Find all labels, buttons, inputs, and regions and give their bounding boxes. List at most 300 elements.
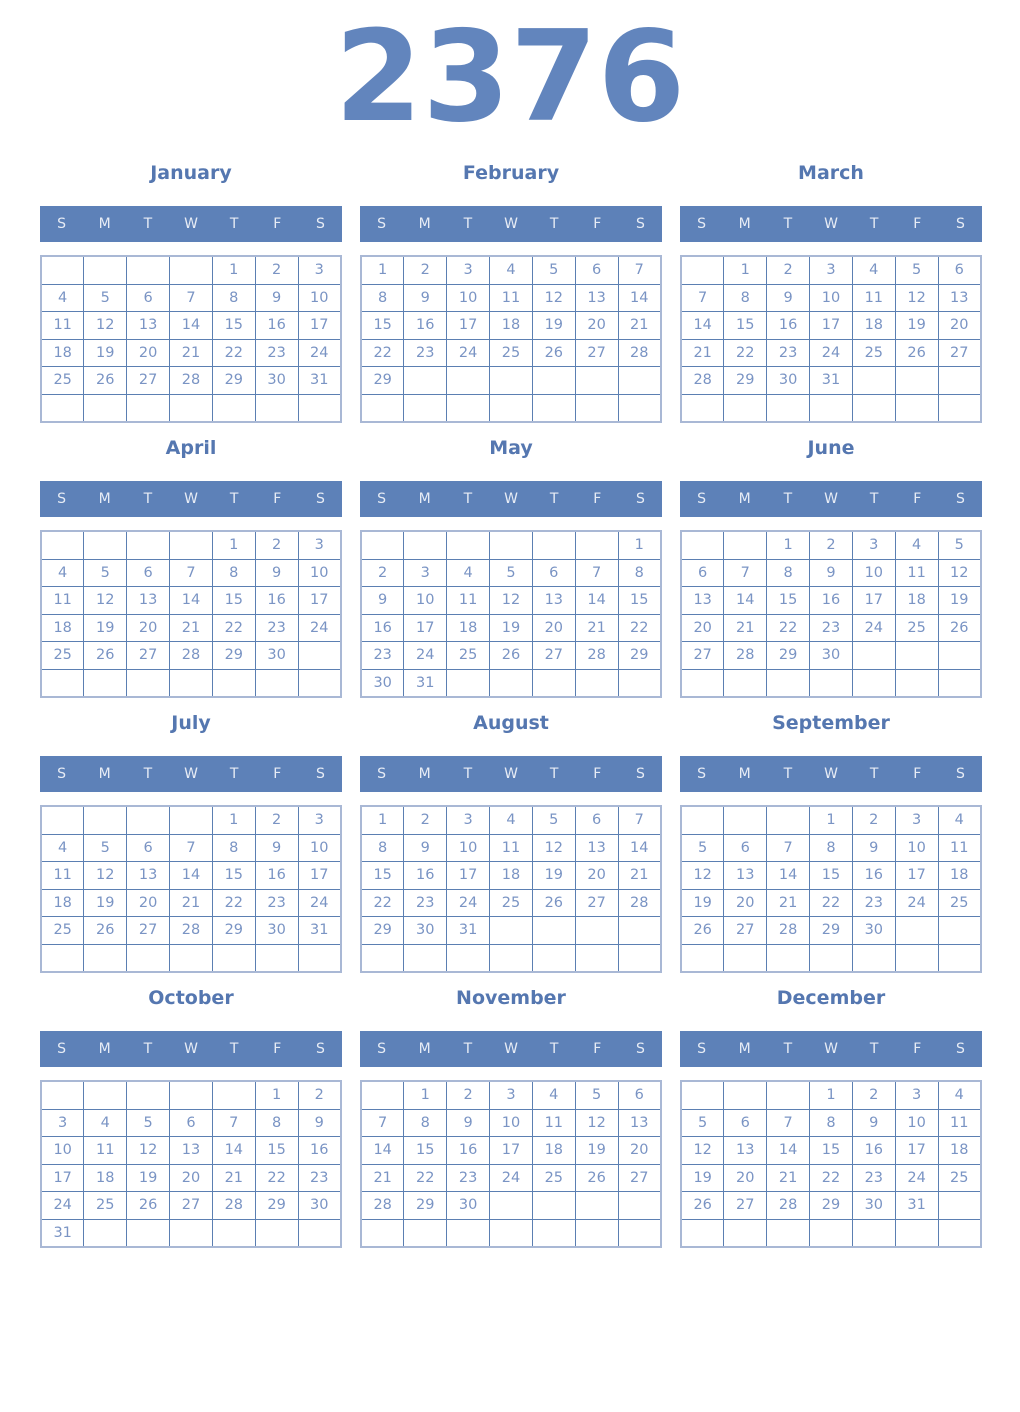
empty-cell [618, 1219, 661, 1247]
day-cell: 27 [170, 1192, 213, 1220]
day-cell: 7 [618, 256, 661, 284]
weekday-label: T [783, 766, 793, 782]
weekday-label: T [869, 766, 879, 782]
day-cell: 23 [255, 889, 298, 917]
day-cell: 26 [895, 339, 938, 367]
weekday-label: S [57, 766, 67, 782]
day-cell: 19 [895, 312, 938, 340]
day-cell: 15 [404, 1137, 447, 1165]
day-cell: 5 [681, 1109, 724, 1137]
day-cell: 10 [895, 1109, 938, 1137]
day-cell: 5 [681, 834, 724, 862]
empty-cell [938, 1192, 981, 1220]
weekday-header [40, 1031, 342, 1067]
day-cell: 3 [895, 1081, 938, 1109]
day-cell: 7 [724, 559, 767, 587]
day-cell: 14 [575, 587, 618, 615]
empty-cell [127, 1081, 170, 1109]
day-cell: 7 [767, 834, 810, 862]
empty-cell [852, 367, 895, 395]
day-cell: 4 [938, 806, 981, 834]
month-title: May [489, 437, 533, 459]
month-table [680, 530, 982, 698]
week-row [681, 256, 981, 284]
day-cell: 27 [127, 917, 170, 945]
weekday-label: S [697, 1041, 707, 1057]
day-cell: 25 [41, 367, 84, 395]
empty-cell [681, 394, 724, 422]
day-cell: 1 [810, 1081, 853, 1109]
empty-cell [938, 1219, 981, 1247]
week-row [681, 1137, 981, 1165]
empty-cell [852, 944, 895, 972]
weekday-label: S [315, 216, 325, 232]
day-cell: 22 [361, 889, 404, 917]
week-row [41, 642, 341, 670]
day-cell: 23 [852, 889, 895, 917]
weekday-label: T [463, 216, 473, 232]
day-cell: 26 [575, 1164, 618, 1192]
day-cell: 12 [84, 862, 127, 890]
week-row [41, 1164, 341, 1192]
day-cell: 5 [84, 834, 127, 862]
day-cell: 18 [938, 1137, 981, 1165]
day-cell: 16 [255, 862, 298, 890]
day-cell: 8 [810, 1109, 853, 1137]
month-table [360, 530, 662, 698]
weekday-header [40, 206, 342, 242]
day-cell: 28 [575, 642, 618, 670]
week-row [361, 806, 661, 834]
week-row [41, 806, 341, 834]
empty-cell [575, 1219, 618, 1247]
empty-cell [532, 669, 575, 697]
month-table [40, 805, 342, 973]
empty-cell [361, 1219, 404, 1247]
day-cell: 8 [361, 284, 404, 312]
week-row [681, 559, 981, 587]
day-cell: 30 [255, 642, 298, 670]
day-cell: 18 [532, 1137, 575, 1165]
empty-cell [361, 531, 404, 559]
day-cell: 19 [532, 862, 575, 890]
week-row [41, 284, 341, 312]
day-cell: 29 [212, 642, 255, 670]
empty-cell [41, 1081, 84, 1109]
empty-cell [618, 917, 661, 945]
week-row [681, 614, 981, 642]
empty-cell [575, 669, 618, 697]
day-cell: 1 [212, 256, 255, 284]
day-cell: 13 [938, 284, 981, 312]
day-cell: 4 [447, 559, 490, 587]
empty-cell [212, 1219, 255, 1247]
weekday-label: F [273, 1041, 282, 1057]
day-cell: 24 [852, 614, 895, 642]
day-cell: 13 [724, 862, 767, 890]
weekday-label: W [504, 216, 518, 232]
day-cell: 20 [127, 339, 170, 367]
day-cell: 18 [41, 614, 84, 642]
day-cell: 18 [447, 614, 490, 642]
day-cell: 9 [361, 587, 404, 615]
day-cell: 7 [170, 284, 213, 312]
day-cell: 12 [681, 862, 724, 890]
weekday-label: S [57, 491, 67, 507]
day-cell: 1 [618, 531, 661, 559]
empty-cell [84, 256, 127, 284]
empty-cell [84, 394, 127, 422]
empty-cell [404, 1219, 447, 1247]
day-cell: 10 [298, 834, 341, 862]
empty-cell [212, 944, 255, 972]
empty-cell [84, 531, 127, 559]
day-cell: 7 [212, 1109, 255, 1137]
weekday-label: S [377, 216, 387, 232]
day-cell: 14 [618, 834, 661, 862]
month-table [360, 1080, 662, 1248]
empty-cell [810, 394, 853, 422]
day-cell: 22 [618, 614, 661, 642]
month-september [680, 712, 982, 973]
week-row [681, 806, 981, 834]
weekday-header [680, 481, 982, 517]
day-cell: 24 [298, 889, 341, 917]
empty-cell [767, 1081, 810, 1109]
day-cell: 5 [575, 1081, 618, 1109]
weekday-label: S [697, 766, 707, 782]
week-row [361, 312, 661, 340]
day-cell: 27 [618, 1164, 661, 1192]
empty-cell [681, 669, 724, 697]
day-cell: 2 [255, 256, 298, 284]
day-cell: 3 [298, 531, 341, 559]
day-cell: 30 [361, 669, 404, 697]
weekday-label: W [184, 1041, 198, 1057]
day-cell: 8 [724, 284, 767, 312]
month-december [680, 987, 982, 1248]
day-cell: 27 [575, 339, 618, 367]
week-row [681, 312, 981, 340]
weekday-label: T [229, 216, 239, 232]
day-cell: 4 [895, 531, 938, 559]
empty-cell [298, 394, 341, 422]
day-cell: 11 [895, 559, 938, 587]
weekday-label: S [315, 491, 325, 507]
day-cell: 15 [767, 587, 810, 615]
day-cell: 30 [404, 917, 447, 945]
day-cell: 26 [84, 917, 127, 945]
week-row [41, 1219, 341, 1247]
day-cell: 26 [681, 1192, 724, 1220]
week-row [41, 889, 341, 917]
day-cell: 3 [298, 256, 341, 284]
empty-cell [490, 944, 533, 972]
day-cell: 19 [575, 1137, 618, 1165]
empty-cell [938, 917, 981, 945]
day-cell: 29 [361, 917, 404, 945]
empty-cell [255, 669, 298, 697]
day-cell: 14 [212, 1137, 255, 1165]
empty-cell [532, 1219, 575, 1247]
day-cell: 3 [404, 559, 447, 587]
weekday-label: T [869, 491, 879, 507]
day-cell: 15 [212, 587, 255, 615]
week-row [681, 1219, 981, 1247]
day-cell: 17 [404, 614, 447, 642]
empty-cell [618, 394, 661, 422]
day-cell: 26 [681, 917, 724, 945]
day-cell: 31 [298, 367, 341, 395]
day-cell: 1 [361, 806, 404, 834]
day-cell: 23 [767, 339, 810, 367]
empty-cell [255, 944, 298, 972]
day-cell: 17 [41, 1164, 84, 1192]
week-row [41, 559, 341, 587]
day-cell: 8 [404, 1109, 447, 1137]
week-row [681, 944, 981, 972]
day-cell: 28 [767, 1192, 810, 1220]
day-cell: 30 [255, 917, 298, 945]
month-title: July [171, 712, 211, 734]
day-cell: 22 [255, 1164, 298, 1192]
week-row [41, 862, 341, 890]
day-cell: 31 [298, 917, 341, 945]
weekday-label: F [273, 216, 282, 232]
day-cell: 9 [447, 1109, 490, 1137]
day-cell: 1 [404, 1081, 447, 1109]
day-cell: 25 [490, 889, 533, 917]
week-row [681, 862, 981, 890]
week-row [361, 614, 661, 642]
day-cell: 15 [618, 587, 661, 615]
day-cell: 11 [938, 1109, 981, 1137]
day-cell: 10 [810, 284, 853, 312]
empty-cell [895, 917, 938, 945]
day-cell: 6 [724, 1109, 767, 1137]
day-cell: 29 [212, 917, 255, 945]
day-cell: 10 [41, 1137, 84, 1165]
weekday-label: F [593, 766, 602, 782]
empty-cell [404, 367, 447, 395]
day-cell: 11 [41, 312, 84, 340]
empty-cell [895, 367, 938, 395]
day-cell: 19 [532, 312, 575, 340]
day-cell: 29 [810, 1192, 853, 1220]
day-cell: 5 [84, 559, 127, 587]
empty-cell [681, 531, 724, 559]
week-row [681, 587, 981, 615]
day-cell: 21 [212, 1164, 255, 1192]
empty-cell [298, 669, 341, 697]
day-cell: 5 [84, 284, 127, 312]
weekday-label: T [549, 1041, 559, 1057]
weekday-label: M [418, 1041, 431, 1057]
day-cell: 25 [852, 339, 895, 367]
day-cell: 12 [532, 834, 575, 862]
day-cell: 9 [298, 1109, 341, 1137]
day-cell: 20 [575, 862, 618, 890]
day-cell: 27 [724, 1192, 767, 1220]
weekday-label: S [377, 1041, 387, 1057]
day-cell: 20 [618, 1137, 661, 1165]
week-row [41, 256, 341, 284]
day-cell: 18 [41, 889, 84, 917]
day-cell: 21 [767, 889, 810, 917]
weekday-label: W [824, 491, 838, 507]
day-cell: 15 [255, 1137, 298, 1165]
weekday-label: M [98, 491, 111, 507]
day-cell: 5 [532, 806, 575, 834]
day-cell: 17 [852, 587, 895, 615]
day-cell: 30 [298, 1192, 341, 1220]
empty-cell [724, 669, 767, 697]
day-cell: 24 [447, 339, 490, 367]
day-cell: 2 [852, 1081, 895, 1109]
day-cell: 1 [212, 806, 255, 834]
day-cell: 1 [724, 256, 767, 284]
weekday-label: T [229, 766, 239, 782]
day-cell: 20 [532, 614, 575, 642]
month-title: February [462, 162, 560, 184]
weekday-header [360, 206, 662, 242]
weekday-label: S [635, 1041, 645, 1057]
day-cell: 14 [618, 284, 661, 312]
week-row [361, 1219, 661, 1247]
week-row [41, 1137, 341, 1165]
empty-cell [447, 531, 490, 559]
day-cell: 12 [127, 1137, 170, 1165]
day-cell: 2 [447, 1081, 490, 1109]
day-cell: 9 [852, 834, 895, 862]
week-row [361, 642, 661, 670]
week-row [41, 339, 341, 367]
day-cell: 6 [127, 834, 170, 862]
empty-cell [361, 944, 404, 972]
empty-cell [810, 944, 853, 972]
empty-cell [447, 944, 490, 972]
day-cell: 24 [490, 1164, 533, 1192]
day-cell: 4 [84, 1109, 127, 1137]
empty-cell [84, 669, 127, 697]
empty-cell [212, 394, 255, 422]
day-cell: 4 [938, 1081, 981, 1109]
day-cell: 21 [170, 339, 213, 367]
day-cell: 30 [767, 367, 810, 395]
weekday-label: S [315, 766, 325, 782]
day-cell: 17 [490, 1137, 533, 1165]
day-cell: 29 [361, 367, 404, 395]
month-table [680, 1080, 982, 1248]
day-cell: 18 [490, 862, 533, 890]
months-grid [0, 162, 1020, 1248]
empty-cell [170, 944, 213, 972]
day-cell: 23 [298, 1164, 341, 1192]
empty-cell [41, 669, 84, 697]
week-row [361, 917, 661, 945]
empty-cell [532, 944, 575, 972]
day-cell: 24 [404, 642, 447, 670]
day-cell: 2 [404, 806, 447, 834]
day-cell: 13 [127, 312, 170, 340]
day-cell: 4 [490, 256, 533, 284]
day-cell: 16 [298, 1137, 341, 1165]
day-cell: 21 [767, 1164, 810, 1192]
day-cell: 13 [127, 587, 170, 615]
weekday-label: F [593, 491, 602, 507]
weekday-label: S [697, 491, 707, 507]
day-cell: 13 [681, 587, 724, 615]
weekday-label: T [463, 1041, 473, 1057]
weekday-header [680, 756, 982, 792]
day-cell: 19 [84, 339, 127, 367]
week-row [361, 1137, 661, 1165]
empty-cell [170, 669, 213, 697]
day-cell: 27 [532, 642, 575, 670]
empty-cell [41, 531, 84, 559]
month-february [360, 162, 662, 423]
day-cell: 25 [532, 1164, 575, 1192]
empty-cell [255, 1219, 298, 1247]
day-cell: 31 [895, 1192, 938, 1220]
empty-cell [84, 1081, 127, 1109]
day-cell: 21 [618, 862, 661, 890]
day-cell: 30 [852, 917, 895, 945]
day-cell: 11 [532, 1109, 575, 1137]
day-cell: 14 [767, 1137, 810, 1165]
empty-cell [618, 367, 661, 395]
month-table [680, 805, 982, 973]
empty-cell [84, 1219, 127, 1247]
day-cell: 11 [447, 587, 490, 615]
weekday-label: M [98, 1041, 111, 1057]
day-cell: 25 [447, 642, 490, 670]
week-row [681, 889, 981, 917]
day-cell: 10 [490, 1109, 533, 1137]
day-cell: 22 [810, 1164, 853, 1192]
empty-cell [361, 1081, 404, 1109]
day-cell: 20 [127, 614, 170, 642]
weekday-label: T [463, 766, 473, 782]
day-cell: 16 [852, 1137, 895, 1165]
day-cell: 27 [938, 339, 981, 367]
weekday-label: T [783, 216, 793, 232]
day-cell: 26 [938, 614, 981, 642]
day-cell: 7 [170, 559, 213, 587]
empty-cell [532, 394, 575, 422]
day-cell: 12 [490, 587, 533, 615]
day-cell: 25 [938, 1164, 981, 1192]
day-cell: 8 [810, 834, 853, 862]
weekday-label: F [913, 491, 922, 507]
weekday-label: T [869, 1041, 879, 1057]
day-cell: 28 [170, 642, 213, 670]
weekday-label: T [143, 766, 153, 782]
day-cell: 3 [895, 806, 938, 834]
weekday-label: T [783, 1041, 793, 1057]
day-cell: 3 [298, 806, 341, 834]
day-cell: 3 [447, 256, 490, 284]
month-title: August [473, 712, 549, 734]
weekday-label: W [824, 766, 838, 782]
week-row [41, 614, 341, 642]
day-cell: 4 [532, 1081, 575, 1109]
empty-cell [938, 394, 981, 422]
weekday-label: W [184, 766, 198, 782]
day-cell: 6 [575, 806, 618, 834]
day-cell: 1 [361, 256, 404, 284]
day-cell: 10 [447, 834, 490, 862]
